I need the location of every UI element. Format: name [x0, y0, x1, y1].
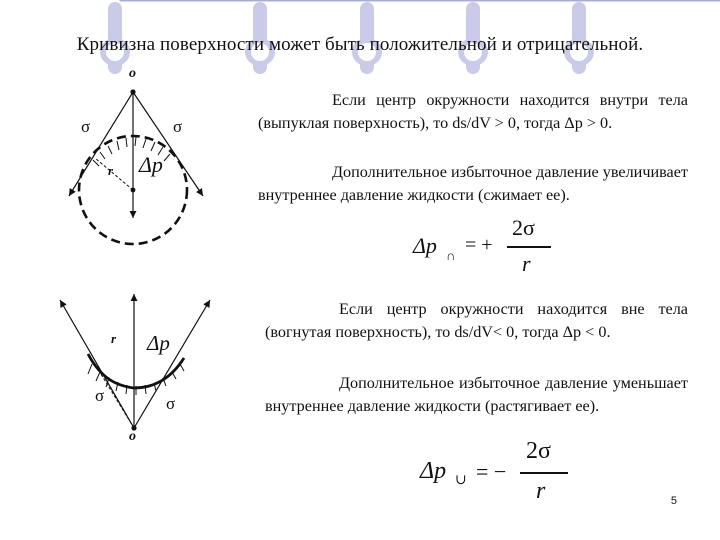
concave-formula-lhs: Δp: [420, 458, 447, 484]
page-number: 5: [670, 495, 677, 507]
convex-label-radius: r: [108, 163, 114, 178]
concave-formula-bar: [520, 472, 568, 474]
slide-title: Кривизна поверхности может быть положительной и отрицательной.: [76, 34, 644, 55]
concave-formula-denominator: r: [536, 478, 546, 504]
convex-formula-lhs: Δp: [413, 233, 437, 258]
concave-label-center: o: [129, 429, 136, 444]
concave-paragraph-2: Дополнительное избыточное давление уменьшает внутреннее давление жидкости (растягивает ее).: [265, 374, 688, 415]
concave-formula-equals: = −: [476, 459, 507, 484]
convex-paragraph-1: Если центр окружности находится внутри тела (выпуклая поверхность), то ds/dV > 0, тогда Δp > 0.: [258, 91, 688, 132]
convex-formula-bar: [507, 246, 551, 248]
convex-label-center: o: [129, 66, 136, 81]
concave-label-sigma-left: σ: [95, 386, 105, 405]
convex-formula-subscript: ∩: [446, 248, 456, 263]
convex-label-sigma-right: σ: [173, 117, 183, 136]
concave-paragraph-1: Если центр окружности находится вне тела (вогнутая поверхность), то ds/dV< 0, тогда Δp < 0.: [265, 300, 688, 341]
concave-label-radius: r: [111, 331, 117, 346]
concave-label-sigma-right: σ: [166, 394, 176, 413]
concave-formula-numerator: 2σ: [526, 438, 551, 464]
convex-paragraph-2: Дополнительное избыточное давление увеличивает внутреннее давление жидкости (сжимает ее).: [258, 163, 688, 204]
concave-formula-subscript: ∪: [455, 473, 467, 488]
convex-formula: [413, 213, 563, 283]
convex-label-pressure: Δp: [139, 152, 163, 177]
concave-label-pressure: Δp: [147, 331, 170, 355]
convex-formula-equals: = +: [465, 234, 493, 256]
convex-label-sigma-left: σ: [81, 117, 91, 136]
convex-formula-denominator: r: [522, 251, 531, 276]
concave-surface-figure: [52, 288, 252, 458]
concave-formula: [420, 438, 570, 508]
convex-formula-numerator: 2σ: [512, 215, 535, 240]
